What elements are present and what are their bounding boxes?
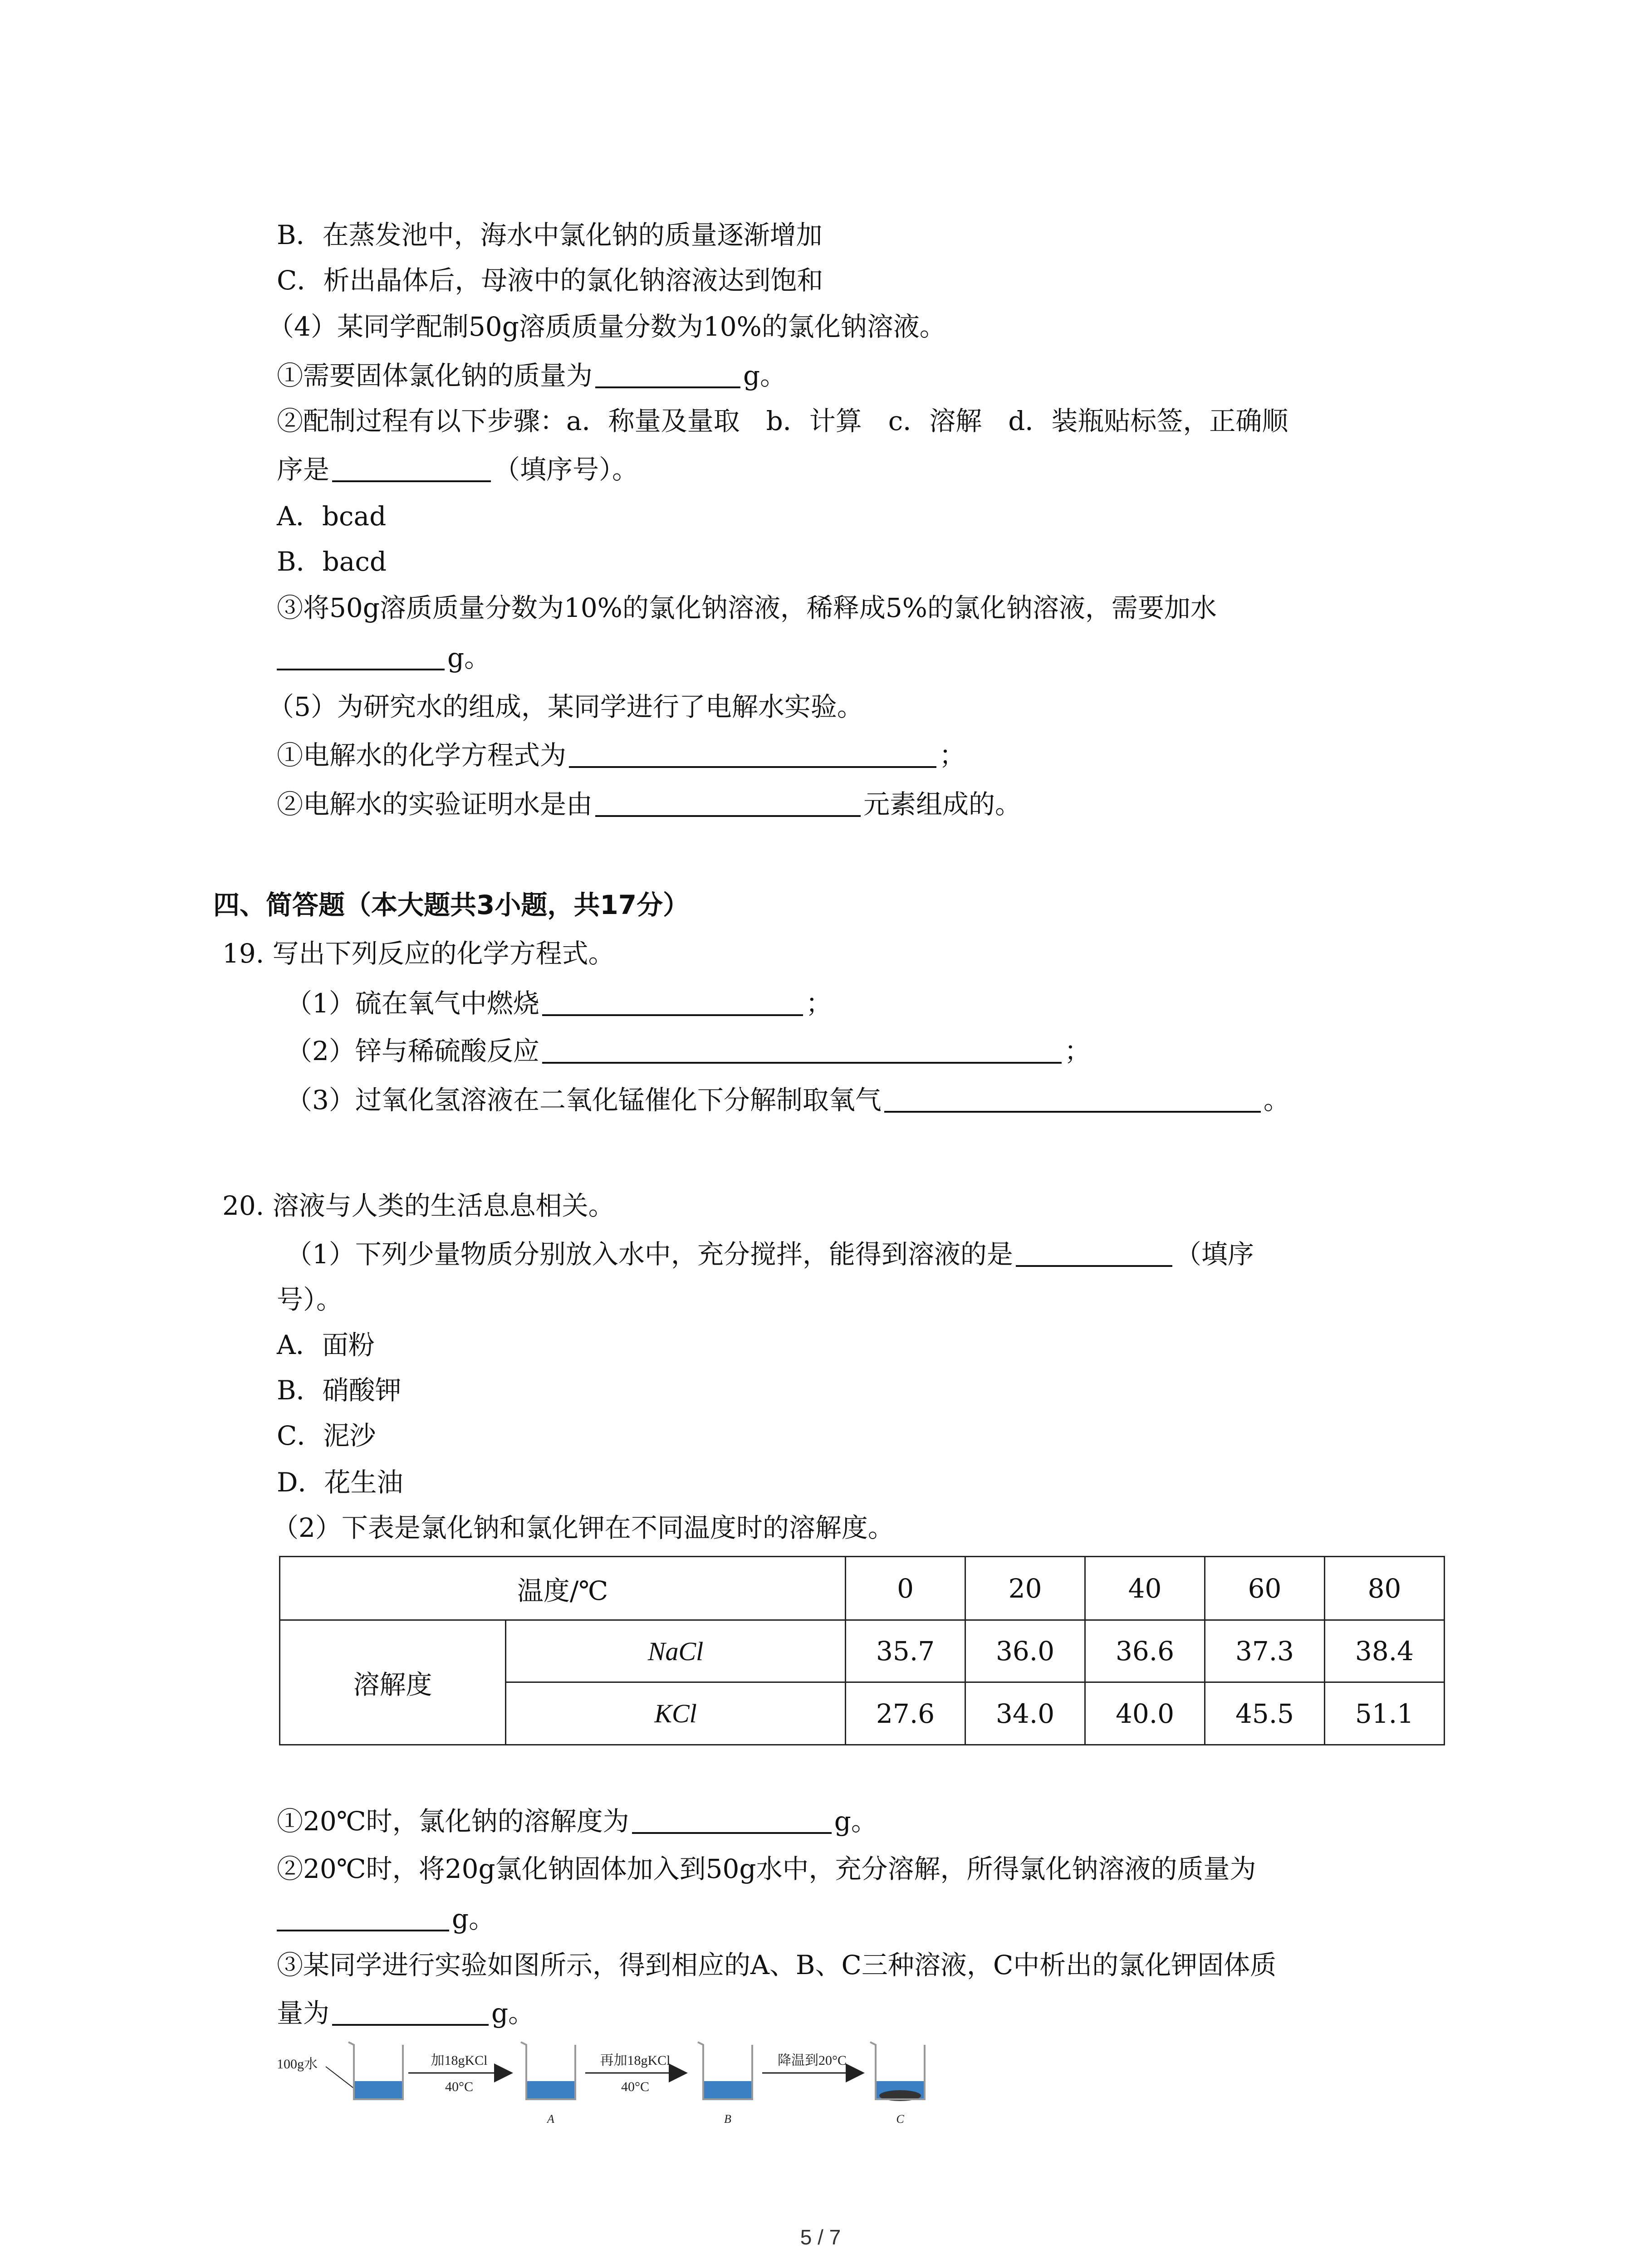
- beaker-c-label: C: [896, 2112, 904, 2126]
- question-20: 20. 溶液与人类的生活息息相关。: [222, 1190, 615, 1221]
- option-c-mother-liquor: C．析出晶体后，母液中的氯化钠溶液达到饱和: [277, 265, 823, 296]
- option-a-flour: A．面粉: [277, 1330, 375, 1360]
- option-d-peanut-oil: D．花生油: [277, 1467, 403, 1498]
- question-20-1-text: （1）下列少量物质分别放入水中，充分搅拌，能得到溶液的是: [286, 1239, 1013, 1270]
- option-b-evaporation: B．在蒸发池中，海水中氯化钠的质量逐渐增加: [277, 220, 823, 250]
- solubility-label: 溶解度: [280, 1620, 506, 1745]
- table-cell: 37.3: [1205, 1620, 1325, 1682]
- question-20-2-3: ③某同学进行实验如图所示，得到相应的A、B、C三种溶液，C中析出的氯化钾固体质: [277, 1950, 1277, 1980]
- question-4-intro: （4）某同学配制50g溶质质量分数为10%的氯化钠溶液。: [268, 311, 946, 342]
- table-cell: 0: [846, 1557, 965, 1620]
- question-20-2-2-cont: [277, 1901, 495, 1937]
- table-cell: 38.4: [1325, 1620, 1445, 1682]
- answer-blank[interactable]: [595, 358, 740, 388]
- question-19-1-text: （1）硫在氧气中燃烧: [286, 988, 539, 1019]
- semicolon: ；: [939, 740, 966, 771]
- answer-blank[interactable]: [332, 1996, 489, 2026]
- option-a-order: A．bcad: [277, 501, 387, 532]
- table-cell: 35.7: [846, 1620, 965, 1682]
- unit-g: g。: [491, 1998, 535, 2028]
- table-cell: 60: [1205, 1557, 1325, 1620]
- unit-g: g。: [447, 642, 491, 673]
- semicolon: ；: [805, 988, 832, 1019]
- unit-g: g。: [452, 1903, 495, 1934]
- table-cell: 36.0: [965, 1620, 1085, 1682]
- step-1-temp: 40°C: [445, 2079, 474, 2094]
- question-4-1-text: ①需要固体氯化钠的质量为: [277, 360, 593, 391]
- question-20-2-2: ②20℃时，将20g氯化钠固体加入到50g水中，充分溶解，所得氯化钠溶液的质量为: [277, 1853, 1256, 1884]
- question-5-intro: （5）为研究水的组成，某同学进行了电解水实验。: [268, 691, 863, 722]
- table-row: [280, 1620, 1445, 1682]
- unit-g: g。: [743, 360, 787, 391]
- water-pointer: [326, 2067, 358, 2091]
- answer-blank[interactable]: [569, 738, 936, 768]
- section-4-heading: 四、简答题（本大题共3小题，共17分）: [213, 890, 690, 920]
- page-number: 5 / 7: [800, 2225, 841, 2249]
- question-5-2-end: 元素组成的。: [863, 789, 1022, 820]
- answer-blank[interactable]: [1016, 1237, 1172, 1267]
- period: 。: [1263, 1085, 1290, 1115]
- table-cell: 40.0: [1085, 1682, 1205, 1745]
- question-20-2-1-text: ①20℃时，氯化钠的溶解度为: [277, 1806, 629, 1837]
- question-5-1-text: ①电解水的化学方程式为: [277, 740, 567, 771]
- table-cell: 20: [965, 1557, 1085, 1620]
- question-4-2: ②配制过程有以下步骤：a．称量及量取 b．计算 c．溶解 d．装瓶贴标签，正确顺: [277, 406, 1288, 436]
- question-19-2: [286, 1033, 1091, 1069]
- question-4-2-cont-text: 序是: [277, 454, 330, 485]
- beaker-b-label: B: [724, 2112, 731, 2126]
- semicolon: ；: [1064, 1036, 1091, 1066]
- beaker-a-icon: [521, 2042, 575, 2099]
- table-cell: 40: [1085, 1557, 1205, 1620]
- step-2-temp: 40°C: [621, 2079, 650, 2094]
- question-19-3-text: （3）过氧化氢溶液在二氧化锰催化下分解制取氧气: [286, 1085, 882, 1115]
- temperature-header: 温度/℃: [280, 1557, 846, 1620]
- question-5-1: [277, 737, 965, 773]
- question-19-2-text: （2）锌与稀硫酸反应: [286, 1036, 539, 1066]
- question-5-2: [277, 786, 1021, 822]
- table-cell: 45.5: [1205, 1682, 1325, 1745]
- solubility-table: [279, 1556, 1445, 1745]
- question-4-3: ③将50g溶质质量分数为10%的氯化钠溶液，稀释成5%的氯化钠溶液，需要加水: [277, 592, 1217, 623]
- question-20-1-cont: 号）。: [277, 1284, 343, 1315]
- question-19-3: [286, 1082, 1290, 1118]
- table-header-row: [280, 1557, 1445, 1620]
- beaker-b-icon: [698, 2042, 752, 2099]
- table-cell: 51.1: [1325, 1682, 1445, 1745]
- answer-blank[interactable]: [542, 1034, 1062, 1064]
- option-b-order: B．bacd: [277, 546, 387, 577]
- answer-blank[interactable]: [277, 640, 445, 670]
- answer-blank[interactable]: [595, 787, 861, 817]
- step-3-label: 降温到20°C: [777, 2053, 847, 2068]
- table-cell: 27.6: [846, 1682, 965, 1745]
- kcl-experiment-figure: [272, 2023, 1216, 2141]
- question-20-2-1: [277, 1803, 877, 1839]
- answer-blank[interactable]: [277, 1901, 449, 1931]
- unit-g: g。: [834, 1806, 877, 1837]
- step-1-label: 加18gKCl: [431, 2053, 488, 2068]
- beaker-initial-icon: [348, 2042, 403, 2099]
- answer-blank[interactable]: [332, 452, 491, 482]
- substance-label: NaCl: [506, 1620, 846, 1682]
- table-cell: 80: [1325, 1557, 1445, 1620]
- option-b-kno3: B．硝酸钾: [277, 1375, 402, 1406]
- beaker-c-icon: [870, 2042, 925, 2101]
- question-20-1-hint: （填序: [1175, 1239, 1254, 1270]
- question-4-3-cont: [277, 640, 490, 676]
- question-19: 19. 写出下列反应的化学方程式。: [222, 938, 615, 969]
- question-19-1: [286, 985, 832, 1022]
- water-label: 100g水: [277, 2057, 318, 2072]
- question-20-2-3-cont-text: 量为: [277, 1998, 330, 2028]
- table-cell: 36.6: [1085, 1620, 1205, 1682]
- beaker-a-label: A: [547, 2112, 554, 2126]
- question-5-2-text: ②电解水的实验证明水是由: [277, 789, 593, 820]
- question-20-2: （2）下表是氯化钠和氯化钾在不同温度时的溶解度。: [272, 1512, 894, 1543]
- question-20-1: [286, 1236, 1254, 1272]
- answer-blank[interactable]: [542, 986, 803, 1016]
- answer-blank[interactable]: [884, 1083, 1261, 1113]
- table-cell: 34.0: [965, 1682, 1085, 1745]
- option-c-silt: C．泥沙: [277, 1420, 376, 1451]
- question-4-1: [277, 357, 786, 394]
- fill-number-hint: （填序号）。: [494, 454, 639, 485]
- answer-blank[interactable]: [632, 1804, 832, 1834]
- question-4-2-cont: [277, 451, 638, 488]
- substance-label: KCl: [506, 1682, 846, 1745]
- step-2-label: 再加18gKCl: [600, 2053, 671, 2068]
